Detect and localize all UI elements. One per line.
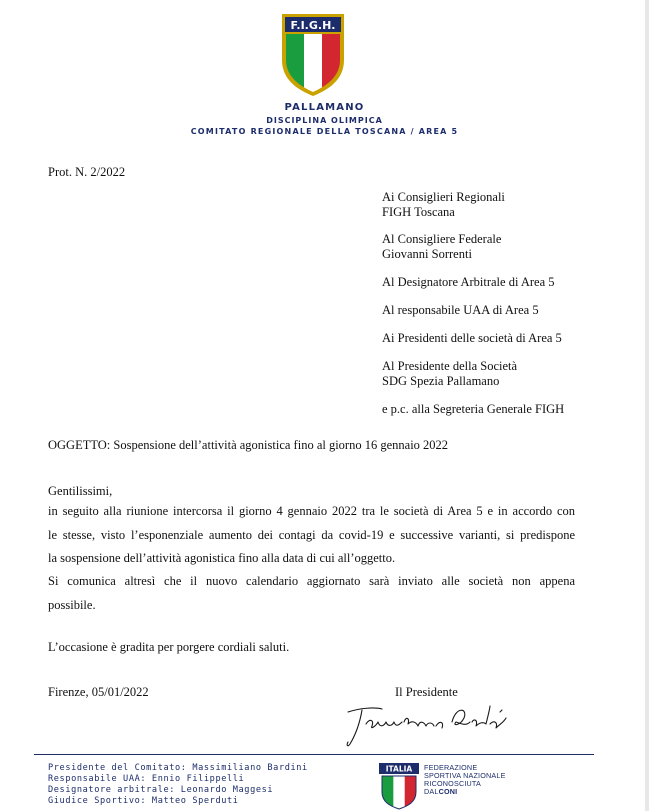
president-signature [340, 700, 510, 750]
subject-line: OGGETTO: Sospensione dell’attività agonistica fino al giorno 16 gennaio 2022 [48, 438, 449, 452]
footer-rule [34, 754, 594, 755]
footer-president: Presidente del Comitato: Massimiliano Bardini [48, 763, 308, 773]
protocol-number: Prot. N. 2/2022 [48, 165, 126, 179]
body-p1-line1: in seguito alla riunione intercorsa il giorno 4 gennaio 2022 tra le società di Area 5 e in accordo con [48, 504, 575, 518]
logo-text: F.I.G.H. [290, 19, 336, 32]
body-p1-line3: la sospensione dell’attività agonistica fino alla data di cui all’oggetto. [48, 551, 396, 565]
coni-text-line3: RICONOSCIUTA [424, 779, 481, 788]
header-title: PALLAMANO [284, 102, 365, 113]
recipient-1-line2: FIGH Toscana [382, 205, 455, 219]
coni-text-line4 [424, 787, 457, 796]
body-paragraph-1 [48, 500, 575, 571]
body-paragraph-2 [48, 570, 575, 617]
body-p2-line1: Si comunica altresì che il nuovo calendario aggiornato sarà inviato alle società non appena [48, 574, 575, 588]
recipient-7-cc: e p.c. alla Segreteria Generale FIGH [382, 402, 565, 416]
header-subtitle: DISCIPLINA OLIMPICA [266, 116, 383, 125]
recipient-2-line2: Giovanni Sorrenti [382, 247, 472, 261]
header-committee: COMITATO REGIONALE DELLA TOSCANA / AREA 5 [190, 127, 459, 136]
salutation: Gentilissimi, [48, 484, 113, 498]
coni-text-line1: FEDERAZIONE [424, 763, 478, 772]
footer-sports-judge: Giudice Sportivo: Matteo Sperduti [48, 796, 239, 806]
recipient-4: Al responsabile UAA di Area 5 [382, 303, 539, 317]
recipient-6-line2: SDG Spezia Pallamano [382, 374, 500, 388]
recipient-5: Ai Presidenti delle società di Area 5 [382, 331, 562, 345]
body-p1-line2: le stesse, visto l’esponenziale aumento dei contagi da covid-19 e successive varianti, si predispone [48, 527, 575, 542]
signatory-title: Il Presidente [395, 685, 458, 699]
footer-referee-designator: Designatore arbitrale: Leonardo Maggesi [48, 785, 274, 795]
recipient-2-line1: Al Consigliere Federale [382, 232, 502, 246]
coni-italia-shield-logo [378, 762, 420, 810]
figh-shield-logo [280, 12, 346, 98]
coni-name: CONI [438, 787, 458, 796]
coni-text-line2: SPORTIVA NAZIONALE [424, 771, 506, 780]
place-and-date: Firenze, 05/01/2022 [48, 685, 149, 699]
recipient-1-line1: Ai Consiglieri Regionali [382, 190, 505, 204]
body-p2-line2: possibile. [48, 597, 96, 612]
coni-badge-text: ITALIA [385, 764, 413, 774]
recipient-6-line1: Al Presidente della Società [382, 359, 518, 373]
recipient-3: Al Designatore Arbitrale di Area 5 [382, 275, 555, 289]
closing-line: L’occasione è gradita per porgere cordiali saluti. [48, 640, 290, 654]
coni-dal: DAL [424, 787, 439, 796]
footer-uaa: Responsabile UAA: Ennio Filippelli [48, 774, 245, 784]
